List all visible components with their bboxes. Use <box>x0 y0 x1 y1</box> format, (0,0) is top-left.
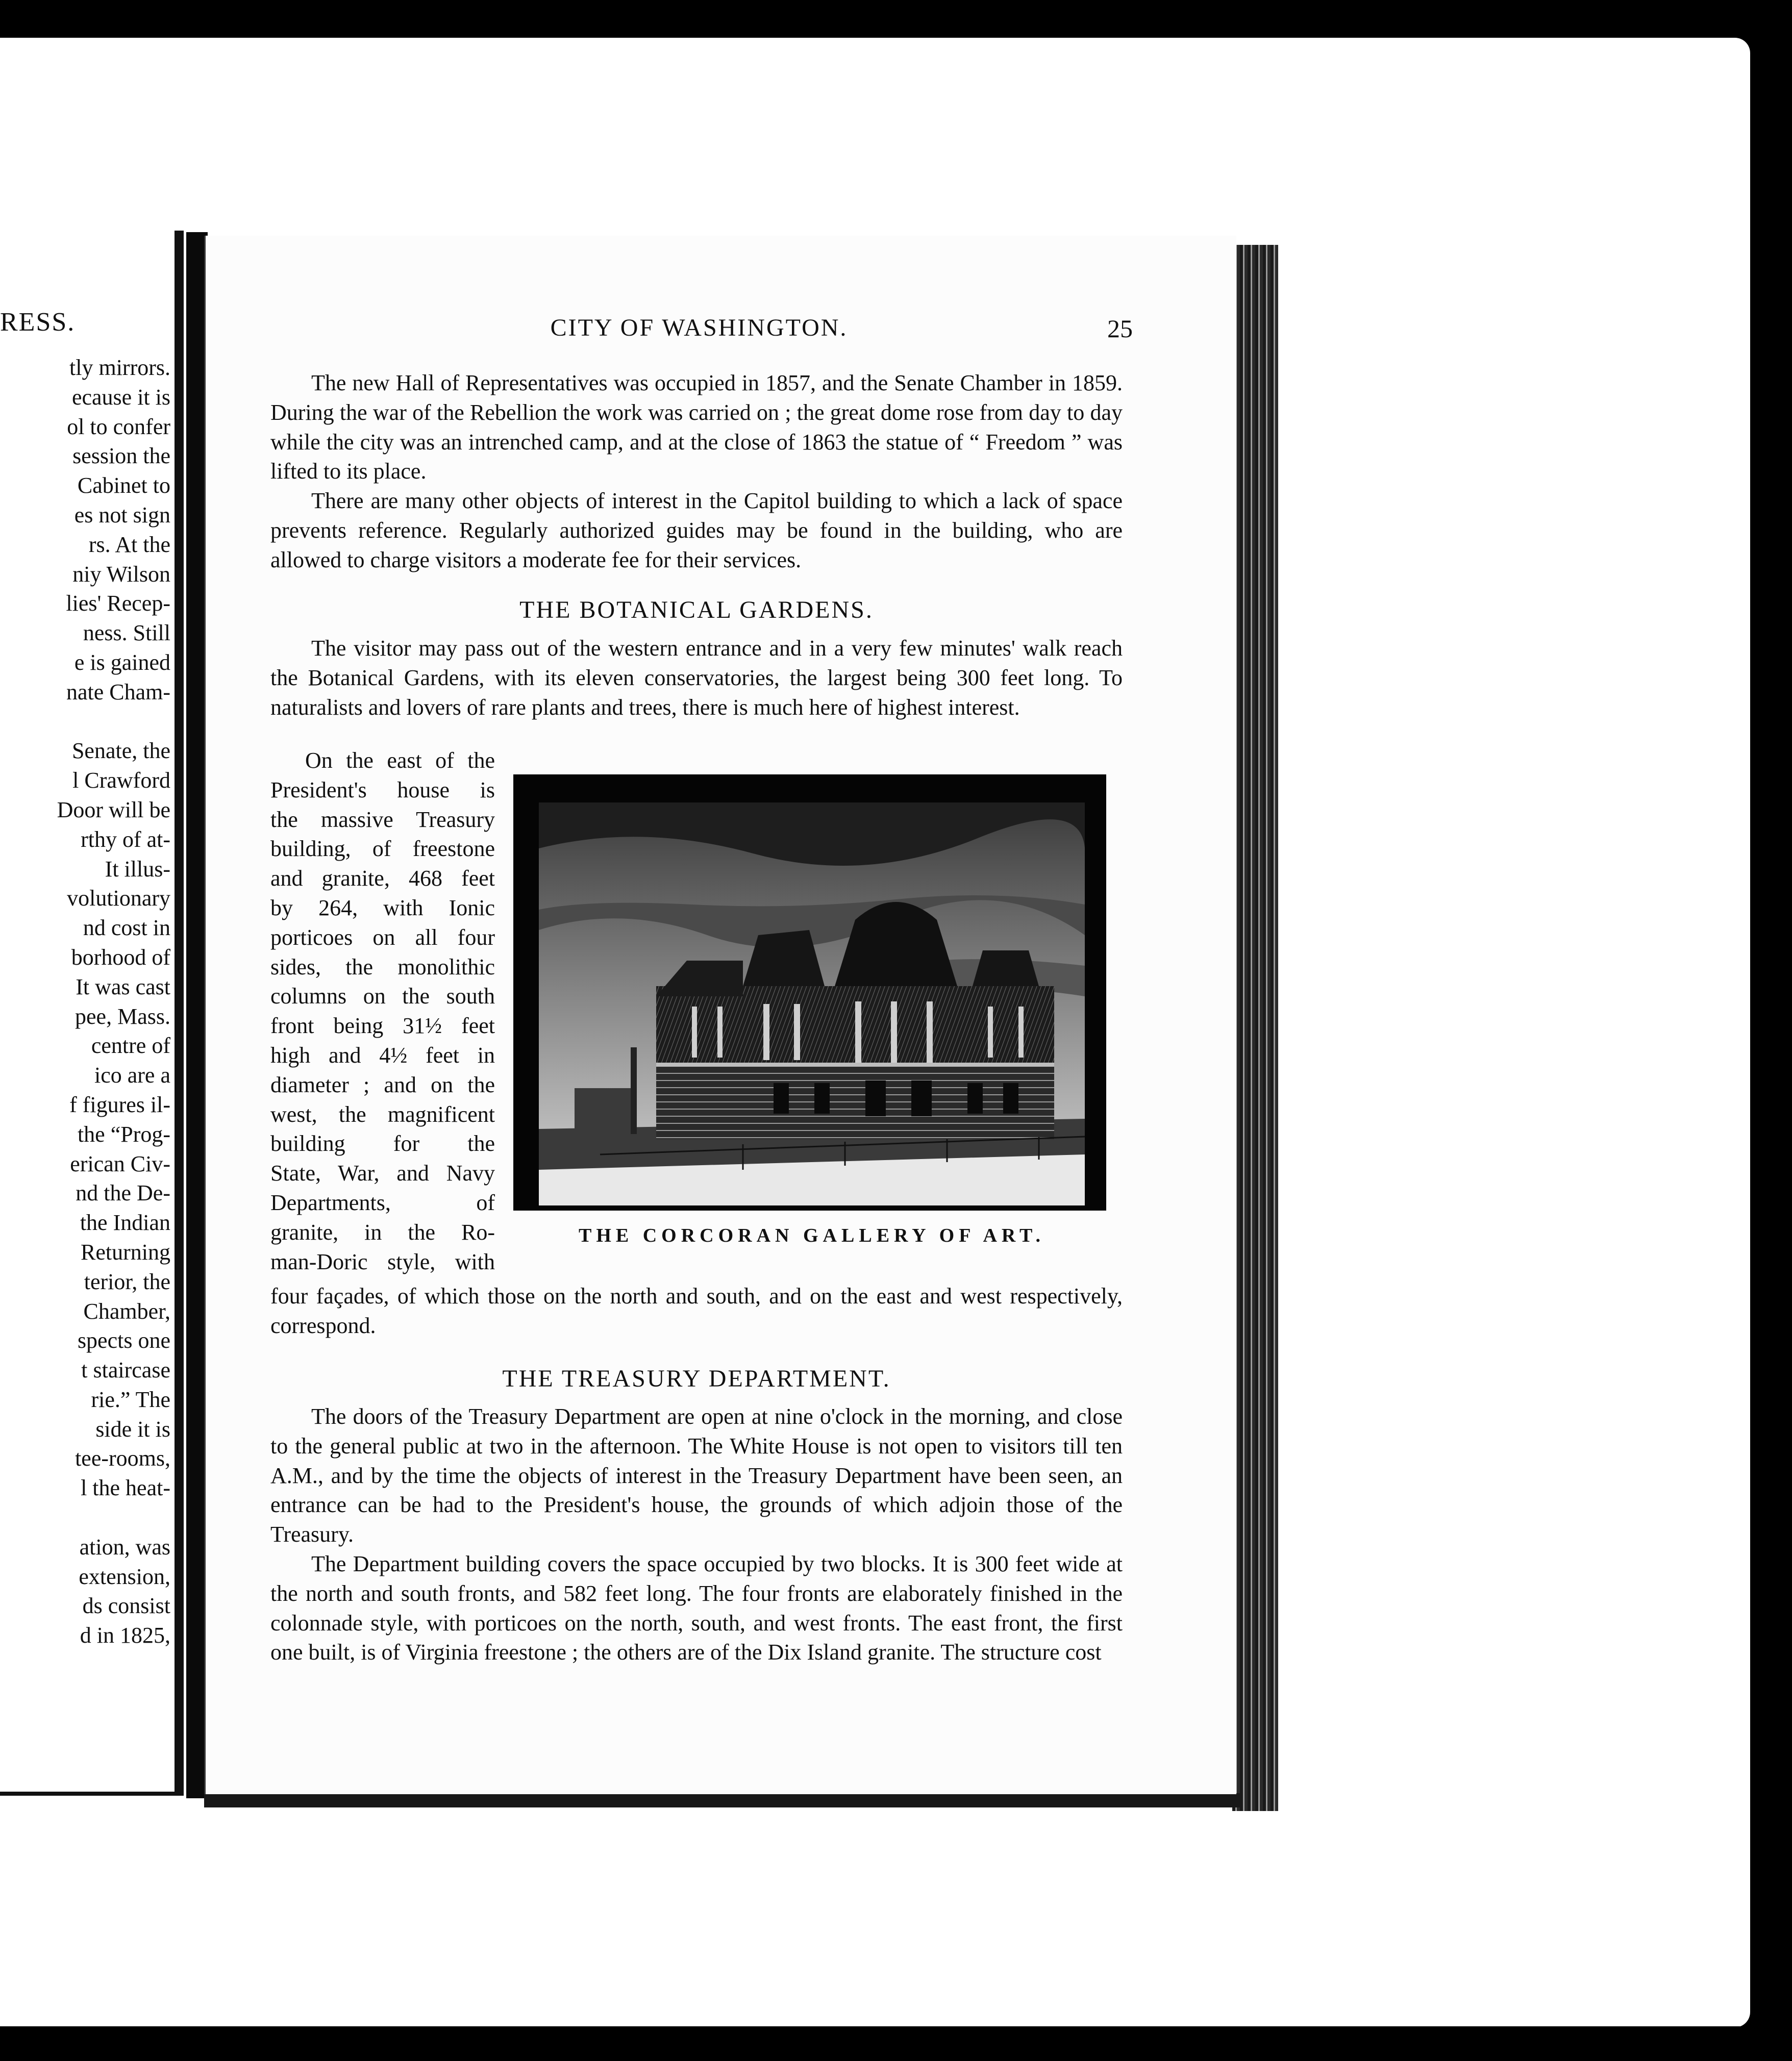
left-page-line: Chamber, <box>83 1298 170 1324</box>
left-page-line: rs. At the <box>88 532 170 557</box>
left-page-line: the “Prog- <box>77 1121 170 1147</box>
running-head <box>270 314 1133 344</box>
left-page-line: rthy of at- <box>81 826 170 852</box>
wrap-text-line: On the east of the <box>305 748 495 773</box>
corcoran-gallery-engraving <box>539 802 1085 1205</box>
scan-border-top <box>0 0 1792 7</box>
left-page-line: f figures il- <box>69 1092 170 1117</box>
wrap-text-line: the massive Treasury <box>270 807 495 832</box>
left-page-line: tee-rooms, <box>75 1446 170 1471</box>
left-page-line <box>0 1503 175 1532</box>
left-page-line: nd the De- <box>76 1180 170 1206</box>
corcoran-gallery-illustration <box>513 774 1106 1211</box>
figure-caption: THE CORCORAN GALLERY OF ART. <box>578 1225 1046 1246</box>
wrap-text-line: building for the <box>270 1131 495 1157</box>
left-page-line: spects one <box>77 1328 170 1353</box>
heading-treasury-department: THE TREASURY DEPARTMENT. <box>502 1365 891 1392</box>
left-page-line: l Crawford <box>72 768 170 793</box>
left-page-line: Returning <box>81 1239 170 1265</box>
left-page-line: t staircase <box>81 1358 170 1383</box>
wrap-text-line: high and 4½ feet in <box>270 1042 495 1068</box>
left-page-line: side it is <box>95 1416 170 1442</box>
left-page-line: Door will be <box>57 797 170 822</box>
wrap-text-line: Departments, of <box>270 1190 495 1215</box>
left-page-line: lies' Recep- <box>66 591 170 616</box>
wrap-text-line: State, War, and Navy <box>270 1161 495 1186</box>
body-text-treasury <box>270 1402 1123 1667</box>
heading-botanical-gardens: THE BOTANICAL GARDENS. <box>519 596 874 623</box>
left-page-line: extension, <box>79 1564 170 1589</box>
wrap-text-line: columns on the south <box>270 984 495 1009</box>
body-text-botanical <box>270 634 1123 722</box>
left-page-line: niy Wilson <box>72 561 170 587</box>
paragraph-hall-of-representatives: The new Hall of Representatives was occupied in 1857, and the Senate Chamber in 1859. During the war of the Rebellion the work was carried on ; the great dome rose from day to day while the city was an intrenched camp, and at the close of 1863 the statue of “ Freedom ” was lifted to its place. <box>270 370 1123 484</box>
left-page-line: ol to confer <box>67 414 170 439</box>
body-text-continuation <box>270 1281 1123 1341</box>
left-page-line: the Indian <box>80 1210 170 1236</box>
left-page-line: es not sign <box>74 502 170 527</box>
left-page-line: terior, the <box>84 1269 170 1294</box>
left-page-line: borhood of <box>71 944 170 970</box>
paragraph-facades: four façades, of which those on the north and south, and on the east and west respectively, correspond. <box>270 1284 1123 1338</box>
left-page-line: pee, Mass. <box>75 1003 170 1029</box>
left-page-line <box>0 707 175 737</box>
scan-border-bottom <box>0 2026 1792 2061</box>
wrap-text-line: granite, in the Ro- <box>270 1219 495 1245</box>
left-page-line: tly mirrors. <box>69 355 170 380</box>
left-page-line: Cabinet to <box>77 473 170 498</box>
paragraph-treasury-hours: The doors of the Treasury Department are open at nine o'clock in the morning, and close to the general public at two in the afternoon. The White House is not open to visitors till ten A.M., and by the time the objects of interest in the Treasury Department have been seen, an entrance can be had to the President's house, the grounds of which adjoin those of the Treasury. <box>270 1404 1123 1547</box>
figure-wrap-text <box>270 746 495 1276</box>
page-number: 25 <box>1107 314 1133 343</box>
scan-border-right <box>1755 0 1792 2061</box>
wrap-text-line: front being 31½ feet <box>270 1013 495 1039</box>
left-page-line: centre of <box>91 1033 170 1059</box>
left-page-line: ds consist <box>82 1593 170 1619</box>
left-page-line: nate Cham- <box>66 679 170 705</box>
running-title: CITY OF WASHINGTON. <box>550 314 848 341</box>
left-page-line: d in 1825, <box>80 1623 170 1648</box>
left-page-line: ness. Still <box>83 620 170 646</box>
paragraph-botanical-gardens: The visitor may pass out of the western entrance and in a very few minutes' walk reach the Botanical Gardens, with its eleven conservatories, the largest being 300 feet long. To naturalists and lovers of rare plants and trees, there is much here of highest interest. <box>270 636 1123 720</box>
left-page-line: erican Civ- <box>70 1151 170 1176</box>
left-page-line: ation, was <box>79 1534 170 1560</box>
body-text-capitol <box>270 368 1123 575</box>
left-page-line: nd cost in <box>83 915 170 941</box>
left-running-head: RESS. <box>0 308 76 337</box>
paragraph-treasury-building: The Department building covers the space occupied by two blocks. It is 300 feet wide at the north and south fronts, and 582 feet long. The four fronts are elaborately finished in the colonnade style, with porticoes on the north, south, and west fronts. The east front, the first one built, is of Virginia freestone ; the others are of the Dix Island granite. The structure cost <box>270 1551 1123 1665</box>
left-page-text <box>0 353 175 1650</box>
left-page-line: l the heat- <box>81 1475 170 1501</box>
wrap-text-line: President's house is <box>270 777 495 802</box>
page-bottom-edge <box>204 1793 1240 1807</box>
wrap-text-line: diameter ; and on the <box>270 1072 495 1097</box>
left-facing-page <box>0 231 184 1796</box>
wrap-text-line: building, of freestone <box>270 836 495 862</box>
wrap-text-line: man-Doric style, with <box>270 1249 495 1274</box>
left-page-line: Senate, the <box>71 738 170 764</box>
left-page-line: It illus- <box>105 856 170 882</box>
wrap-text-line: by 264, with Ionic <box>270 895 495 920</box>
left-page-line: ico are a <box>94 1063 170 1088</box>
wrap-text-line: west, the magnificent <box>270 1101 495 1127</box>
left-page-line: ecause it is <box>71 384 170 410</box>
wrap-text-line: porticoes on all four <box>270 924 495 950</box>
left-page-line: volutionary <box>67 886 170 911</box>
wrap-text-line: sides, the monolithic <box>270 954 495 979</box>
wrap-text-line: and granite, 468 feet <box>270 866 495 891</box>
left-page-line: e is gained <box>74 649 170 675</box>
page-block-edge <box>1232 245 1278 1811</box>
left-page-line: rie.” The <box>91 1387 170 1412</box>
left-page-line: It was cast <box>76 974 170 999</box>
paragraph-capitol-objects: There are many other objects of interest in the Capitol building to which a lack of space prevents reference. Regularly authorized guides may be found in the building, who are allowed to charge visitors a moderate fee for their services. <box>270 488 1123 572</box>
left-page-line: session the <box>72 443 170 469</box>
